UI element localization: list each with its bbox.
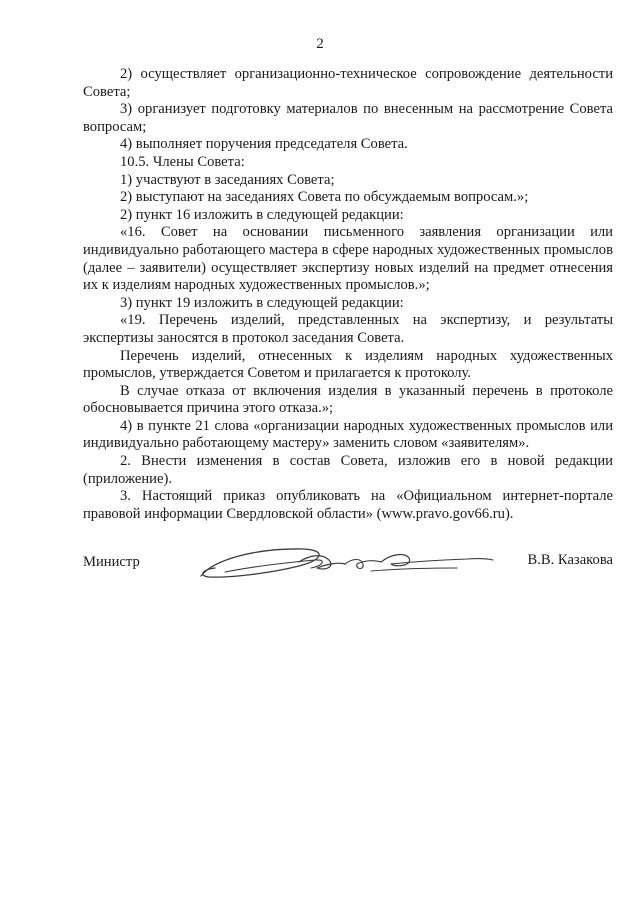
paragraph: «19. Перечень изделий, представленных на экспертизу, и результаты экспертизы заносятся в протокол заседания Совета. [83,312,613,346]
page-number: 2 [316,36,324,52]
paragraph: 4) выполняет поручения председателя Совета. [120,136,408,153]
document-body [83,66,613,523]
paragraph: 1) участвуют в заседаниях Совета; [120,171,335,188]
paragraph: 2) пункт 16 изложить в следующей редакции: [120,206,404,223]
paragraph: 3) организует подготовку материалов по внесенным на рассмотрение Совета вопросам; [83,101,613,135]
signatory-name: В.В. Казакова [527,552,613,568]
paragraph: Перечень изделий, отнесенных к изделиям народных художественных промыслов, утверждается Советом и прилагается к протоколу. [83,347,613,382]
signatory-title: Министр [83,554,140,570]
paragraph: 3) пункт 19 изложить в следующей редакции: [120,294,404,311]
signature-block [83,540,613,590]
paragraph: В случае отказа от включения изделия в указанный перечень в протоколе обосновывается причина этого отказа.»; [83,382,613,417]
handwritten-signature [195,540,495,586]
paragraph: 3. Настоящий приказ опубликовать на «Официальном интернет-портале правовой информации Свердловской области» (www.pravo.gov66.ru). [83,488,613,522]
paragraph: 2) осуществляет организационно-техническое сопровождение деятельности Совета; [83,66,613,100]
paragraph: 2) выступают на заседаниях Совета по обсуждаемым вопросам.»; [120,189,529,206]
paragraph: «16. Совет на основании письменного заявления организации или индивидуально работающего мастера в сфере народных художественных промыслов (далее – заявители) осуществляет экспертизу новых изделий на предмет отнесения их к изделиям народных художественных промыслов.»; [83,224,613,294]
paragraph: 4) в пункте 21 слова «организации народных художественных промыслов или индивидуально работающему мастеру» заменить словом «заявителям». [83,417,613,452]
paragraph: 10.5. Члены Совета: [120,153,245,170]
paragraph: 2. Внести изменения в состав Совета, изложив его в новой редакции (приложение). [83,453,613,487]
